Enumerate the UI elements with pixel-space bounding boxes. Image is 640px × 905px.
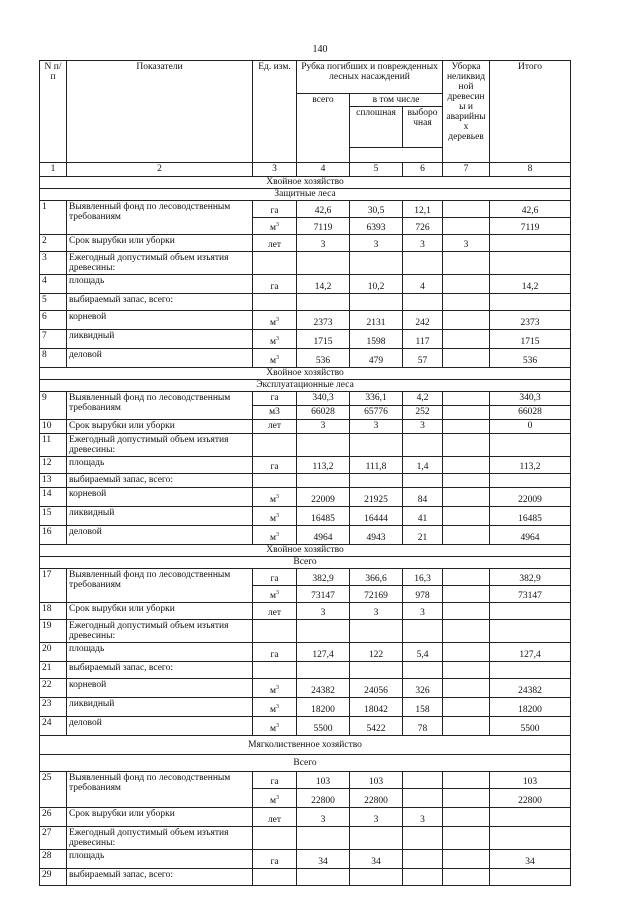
- cell: [443, 457, 490, 474]
- cell: [443, 218, 490, 235]
- cell: 3: [350, 808, 403, 827]
- cell: [443, 850, 490, 869]
- row-label: Срок вырубки или уборки: [67, 235, 253, 252]
- row-label: деловой: [67, 717, 253, 736]
- row-number: 26: [40, 808, 67, 827]
- cell: 57: [403, 349, 443, 368]
- unit: $м^3$: [253, 679, 297, 698]
- row-label: Ежегодный допустимый объем изъятия древесины:: [67, 434, 253, 457]
- unit: $м^3$: [253, 586, 297, 603]
- section-title: Хвойное хозяйство: [40, 177, 571, 189]
- cell: 66028: [490, 406, 571, 420]
- cell: 16444: [350, 507, 403, 526]
- row-label: Ежегодный допустимый объем изъятия древесины:: [67, 252, 253, 275]
- cell: 3: [403, 808, 443, 827]
- cell: 726: [403, 218, 443, 235]
- cell: 3: [297, 603, 350, 620]
- cell: 1598: [350, 330, 403, 349]
- cell: 4964: [297, 526, 350, 545]
- unit: га: [253, 643, 297, 662]
- section-title: Хвойное хозяйство: [40, 368, 571, 380]
- cell: [443, 717, 490, 736]
- cell: [403, 789, 443, 808]
- cell: [443, 772, 490, 789]
- cell: 30,5: [350, 201, 403, 218]
- cell: 24382: [490, 679, 571, 698]
- cell: [443, 488, 490, 507]
- unit: га: [253, 275, 297, 294]
- cell: 24382: [297, 679, 350, 698]
- cell: 12,1: [403, 201, 443, 218]
- header-spacer: [350, 148, 443, 163]
- row-number: 12: [40, 457, 67, 474]
- row-label: площадь: [67, 643, 253, 662]
- row-number: 1: [40, 201, 67, 235]
- row-number: 16: [40, 526, 67, 545]
- header-indicators: Показатели: [67, 61, 253, 163]
- unit: $м^3$: [253, 488, 297, 507]
- col-number: 6: [403, 163, 443, 177]
- cell: 41: [403, 507, 443, 526]
- cell: [443, 201, 490, 218]
- row-number: 13: [40, 474, 67, 488]
- header-unit: Ед. изм.: [253, 61, 297, 163]
- cell: [443, 526, 490, 545]
- unit: $м^3$: [253, 330, 297, 349]
- cell: 3: [297, 420, 350, 434]
- col-number: 8: [490, 163, 571, 177]
- cell: 84: [403, 488, 443, 507]
- unit: $м^3$: [253, 526, 297, 545]
- cell: 5,4: [403, 643, 443, 662]
- row-number: 14: [40, 488, 67, 507]
- unit: м3: [253, 406, 297, 420]
- cell: 479: [350, 349, 403, 368]
- row-number: 23: [40, 698, 67, 717]
- col-number: 1: [40, 163, 67, 177]
- row-number: 10: [40, 420, 67, 434]
- cell: 5500: [297, 717, 350, 736]
- cell: 113,2: [490, 457, 571, 474]
- row-label: Ежегодный допустимый объем изъятия древесины:: [67, 620, 253, 643]
- cell: [443, 275, 490, 294]
- row-label: ликвидный: [67, 330, 253, 349]
- cell: [443, 349, 490, 368]
- row-number: 8: [40, 349, 67, 368]
- cell: 127,4: [297, 643, 350, 662]
- header-grand-total: Итого: [490, 61, 571, 163]
- row-number: 6: [40, 311, 67, 330]
- cell: 0: [490, 420, 571, 434]
- header-cleanup: Уборка неликвид ной древесин ы и аварийны х деревьев: [443, 61, 490, 163]
- cell: 3: [350, 420, 403, 434]
- cell: 22009: [297, 488, 350, 507]
- cell: 73147: [490, 586, 571, 603]
- cell: [403, 772, 443, 789]
- row-label: выбираемый запас, всего:: [67, 474, 253, 488]
- row-label: площадь: [67, 850, 253, 869]
- cell: [443, 603, 490, 620]
- cell: 3: [297, 808, 350, 827]
- header-clear: сплошная: [350, 107, 403, 148]
- cell: [490, 235, 571, 252]
- unit: лет: [253, 603, 297, 620]
- cell: 10,2: [350, 275, 403, 294]
- row-number: 24: [40, 717, 67, 736]
- row-number: 5: [40, 294, 67, 311]
- row-label: выбираемый запас, всего:: [67, 662, 253, 679]
- cell: 7119: [297, 218, 350, 235]
- cell: 366,6: [350, 569, 403, 586]
- cell: 34: [490, 850, 571, 869]
- unit: га: [253, 850, 297, 869]
- cell: 382,9: [490, 569, 571, 586]
- row-number: 21: [40, 662, 67, 679]
- cell: 4943: [350, 526, 403, 545]
- cell: 42,6: [490, 201, 571, 218]
- cell: 72169: [350, 586, 403, 603]
- row-number: 22: [40, 679, 67, 698]
- cell: 16485: [490, 507, 571, 526]
- section-title: Хвойное хозяйство: [40, 545, 571, 557]
- cell: 536: [490, 349, 571, 368]
- cell: [443, 643, 490, 662]
- row-label: площадь: [67, 457, 253, 474]
- unit: $м^3$: [253, 698, 297, 717]
- cell: 24056: [350, 679, 403, 698]
- cell: [443, 406, 490, 420]
- row-number: 4: [40, 275, 67, 294]
- section-subtitle: Защитные леса: [40, 189, 571, 201]
- cell: 3: [350, 235, 403, 252]
- header-felling: Рубка погибших и поврежденных лесных насаждений: [297, 61, 443, 94]
- unit: $м^3$: [253, 311, 297, 330]
- row-number: 2: [40, 235, 67, 252]
- cell: 22800: [490, 789, 571, 808]
- cell: [443, 311, 490, 330]
- cell: 5422: [350, 717, 403, 736]
- data-table: [39, 60, 571, 886]
- cell: 3: [403, 603, 443, 620]
- unit: га: [253, 569, 297, 586]
- row-label: Выявленный фонд по лесоводственным требованиям: [67, 201, 253, 235]
- cell: 3: [443, 235, 490, 252]
- cell: 16485: [297, 507, 350, 526]
- cell: [403, 850, 443, 869]
- cell: 111,8: [350, 457, 403, 474]
- cell: [443, 586, 490, 603]
- unit: га: [253, 457, 297, 474]
- cell: 4,2: [403, 392, 443, 406]
- cell: 2131: [350, 311, 403, 330]
- cell: 21: [403, 526, 443, 545]
- row-label: выбираемый запас, всего:: [67, 869, 253, 886]
- col-number: 2: [67, 163, 253, 177]
- row-number: 15: [40, 507, 67, 526]
- cell: 22800: [297, 789, 350, 808]
- row-label: Выявленный фонд по лесоводственным требованиям: [67, 392, 253, 420]
- unit: $м^3$: [253, 218, 297, 235]
- cell: [443, 569, 490, 586]
- row-label: Выявленный фонд по лесоводственным требованиям: [67, 569, 253, 603]
- col-number: 7: [443, 163, 490, 177]
- row-number: 18: [40, 603, 67, 620]
- row-label: корневой: [67, 311, 253, 330]
- header-selective: выборо чная: [403, 107, 443, 148]
- cell: 1715: [490, 330, 571, 349]
- cell: 340,3: [297, 392, 350, 406]
- row-label: ликвидный: [67, 698, 253, 717]
- cell: [443, 420, 490, 434]
- cell: 65776: [350, 406, 403, 420]
- cell: 16,3: [403, 569, 443, 586]
- section-subtitle: Эксплуатационные леса: [40, 380, 571, 392]
- row-number: 25: [40, 772, 67, 808]
- cell: 117: [403, 330, 443, 349]
- cell: [443, 330, 490, 349]
- cell: 18200: [297, 698, 350, 717]
- cell: 103: [490, 772, 571, 789]
- unit: лет: [253, 420, 297, 434]
- cell: 3: [350, 603, 403, 620]
- unit: га: [253, 392, 297, 406]
- cell: 1,4: [403, 457, 443, 474]
- cell: [443, 808, 490, 827]
- cell: 340,3: [490, 392, 571, 406]
- cell: 22009: [490, 488, 571, 507]
- cell: 103: [297, 772, 350, 789]
- cell: 7119: [490, 218, 571, 235]
- row-label: корневой: [67, 488, 253, 507]
- cell: 18042: [350, 698, 403, 717]
- page-number: 140: [312, 44, 328, 55]
- row-number: 9: [40, 392, 67, 420]
- cell: 34: [297, 850, 350, 869]
- row-label: Ежегодный допустимый объем изъятия древесины:: [67, 827, 253, 850]
- cell: 3: [403, 235, 443, 252]
- cell: 978: [403, 586, 443, 603]
- cell: 158: [403, 698, 443, 717]
- unit: $м^3$: [253, 349, 297, 368]
- unit: лет: [253, 808, 297, 827]
- cell: 113,2: [297, 457, 350, 474]
- row-number: 19: [40, 620, 67, 643]
- unit: га: [253, 201, 297, 218]
- cell: 34: [350, 850, 403, 869]
- section-title: Мягколиственное хозяйство: [40, 736, 571, 755]
- cell: 382,9: [297, 569, 350, 586]
- cell: 66028: [297, 406, 350, 420]
- unit: лет: [253, 235, 297, 252]
- header-total: всего: [297, 94, 350, 163]
- cell: 326: [403, 679, 443, 698]
- cell: 4: [403, 275, 443, 294]
- cell: 4964: [490, 526, 571, 545]
- cell: 2373: [297, 311, 350, 330]
- cell: 3: [297, 235, 350, 252]
- row-label: ликвидный: [67, 507, 253, 526]
- col-number: 5: [350, 163, 403, 177]
- section-subtitle: Всего: [40, 557, 571, 569]
- cell: [443, 507, 490, 526]
- cell: 5500: [490, 717, 571, 736]
- cell: [443, 392, 490, 406]
- cell: [490, 603, 571, 620]
- col-number: 3: [253, 163, 297, 177]
- cell: 78: [403, 717, 443, 736]
- row-number: 20: [40, 643, 67, 662]
- cell: 73147: [297, 586, 350, 603]
- cell: [443, 679, 490, 698]
- cell: 242: [403, 311, 443, 330]
- cell: 536: [297, 349, 350, 368]
- cell: 1715: [297, 330, 350, 349]
- row-label: площадь: [67, 275, 253, 294]
- row-label: Срок вырубки или уборки: [67, 603, 253, 620]
- row-number: 29: [40, 869, 67, 886]
- cell: 2373: [490, 311, 571, 330]
- row-number: 28: [40, 850, 67, 869]
- cell: 336,1: [350, 392, 403, 406]
- row-number: 27: [40, 827, 67, 850]
- row-label: деловой: [67, 349, 253, 368]
- header-no: N п/п: [40, 61, 67, 163]
- row-label: Срок вырубки или уборки: [67, 420, 253, 434]
- cell: 14,2: [490, 275, 571, 294]
- cell: [443, 698, 490, 717]
- row-label: Срок вырубки или уборки: [67, 808, 253, 827]
- cell: 252: [403, 406, 443, 420]
- cell: 42,6: [297, 201, 350, 218]
- row-label: корневой: [67, 679, 253, 698]
- cell: [443, 789, 490, 808]
- row-label: Выявленный фонд по лесоводственным требованиям: [67, 772, 253, 808]
- unit: $м^3$: [253, 507, 297, 526]
- unit: га: [253, 772, 297, 789]
- row-number: 7: [40, 330, 67, 349]
- row-label: деловой: [67, 526, 253, 545]
- unit: $м^3$: [253, 717, 297, 736]
- row-number: 11: [40, 434, 67, 457]
- row-label: выбираемый запас, всего:: [67, 294, 253, 311]
- section-subtitle: Всего: [40, 755, 571, 772]
- cell: 103: [350, 772, 403, 789]
- cell: 127,4: [490, 643, 571, 662]
- cell: 14,2: [297, 275, 350, 294]
- cell: 21925: [350, 488, 403, 507]
- cell: [490, 808, 571, 827]
- cell: 22800: [350, 789, 403, 808]
- col-number: 4: [297, 163, 350, 177]
- cell: 18200: [490, 698, 571, 717]
- header-including: в том числе: [350, 94, 443, 107]
- cell: 3: [403, 420, 443, 434]
- row-number: 3: [40, 252, 67, 275]
- cell: 122: [350, 643, 403, 662]
- unit: $м^3$: [253, 789, 297, 808]
- cell: 6393: [350, 218, 403, 235]
- row-number: 17: [40, 569, 67, 603]
